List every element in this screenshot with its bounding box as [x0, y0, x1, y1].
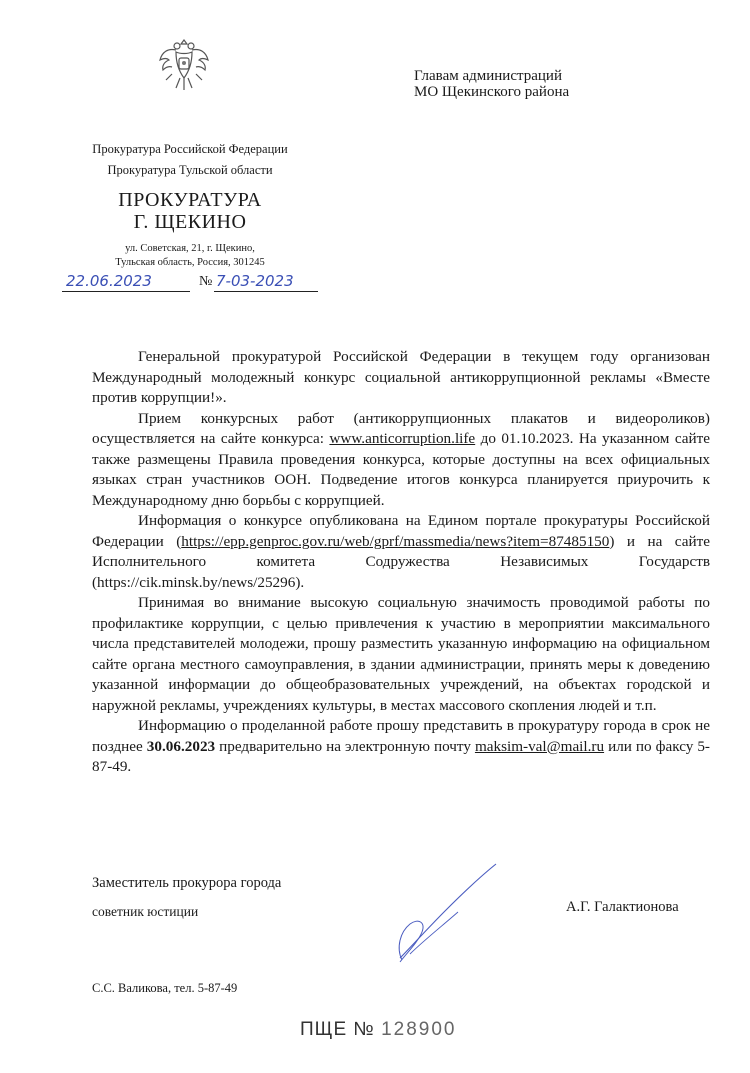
date-number-line — [62, 272, 332, 294]
paragraph-4: Принимая во внимание высокую социальную значимость проводимой работы по профилактике коррупции, с целью привлечения к участию в мероприятии максимального числа представителей молодежи, прошу разместить указанную информацию на официальном сайте органа местного самоуправления, в здании администрации, принять меры к доведению указанной информации до общеобразовательных учреждений, на объектах городской и наружной рекламы, учреждениях культуры, в местах массового скопления людей и т.п. — [92, 594, 710, 714]
office-title — [70, 189, 310, 233]
org-line-regional: Прокуратура Тульской области — [107, 163, 273, 177]
recipient-block — [414, 68, 734, 100]
office-title-line2: Г. ЩЕКИНО — [133, 211, 247, 233]
paragraph-1: Генеральной прокуратурой Российской Федерации в текущем году организован Международный молодежный конкурс социальной антикоррупционной рекламы «Вместе против коррупции!». — [92, 348, 710, 406]
paragraph-3 — [92, 511, 710, 593]
address-line2: Тульская область, Россия, 301245 — [115, 257, 265, 268]
p5-text-middle: предварительно на электронную почту — [215, 737, 475, 755]
paragraph-2 — [92, 409, 710, 512]
stamp-number: 128900 — [381, 1019, 457, 1040]
p2-text-before: Прием конкурсных работ (антикоррупционных плакатов и видеороликов) осуществляется на сайте конкурса: — [92, 409, 710, 447]
paragraph-5 — [92, 716, 710, 778]
recipient-line2: МО Щекинского района — [414, 84, 570, 100]
registration-stamp — [300, 1019, 457, 1041]
signer-position-line1: Заместитель прокурора города — [92, 875, 282, 891]
signer-name: А.Г. Галактионова — [566, 899, 679, 915]
p2-text-after: до 01.10.2023. На указанном сайте также размещены Правила проведения конкурса, которые доступны на всех официальных языках стран участников ООН. Подведение итогов конкурса планируется приурочить к Международному дню борьбы с коррупцией. — [92, 430, 710, 509]
genproc-news-link[interactable]: https://epp.genproc.gov.ru/web/gprf/massmedia/news?item=87485150 — [181, 532, 610, 550]
recipient-line1: Главам администраций — [414, 68, 562, 84]
p3-text-before: Информация о конкурсе опубликована на Едином портале прокуратуры Российской Федерации ( — [92, 512, 710, 550]
office-title-line1: ПРОКУРАТУРА — [118, 189, 262, 211]
deadline-date: 30.06.2023 — [146, 737, 216, 755]
stamp-prefix: ПЩЕ № — [300, 1019, 375, 1040]
p5-text-after: или по факсу 5-87-49. — [92, 737, 710, 775]
contest-site-link[interactable]: www.anticorruption.life — [329, 430, 476, 447]
letter-body — [92, 347, 710, 778]
address-line1: ул. Советская, 21, г. Щекино, — [125, 243, 255, 254]
org-line-federal: Прокуратура Российской Федерации — [92, 142, 288, 156]
p3-text-after: ) и на сайте Исполнительного комитета Содружества Независимых Государств (https://cik.minsk.by/news/25296). — [92, 532, 710, 591]
letter-date: 22.06.2023 — [66, 272, 152, 290]
handwritten-signature-icon — [388, 858, 508, 968]
email-link[interactable]: maksim-val@mail.ru — [474, 737, 605, 755]
executor-contact: С.С. Валикова, тел. 5-87-49 — [92, 981, 238, 995]
number-sign: № — [199, 274, 213, 289]
p5-text-before: Информацию о проделанной работе прошу представить в прокуратуру города в срок не позднее — [92, 717, 710, 755]
signer-position-line2: советник юстиции — [92, 904, 199, 919]
letter-number: 7-03-2023 — [216, 272, 294, 290]
eagle-emblem-icon — [158, 34, 210, 96]
office-address — [70, 242, 310, 270]
